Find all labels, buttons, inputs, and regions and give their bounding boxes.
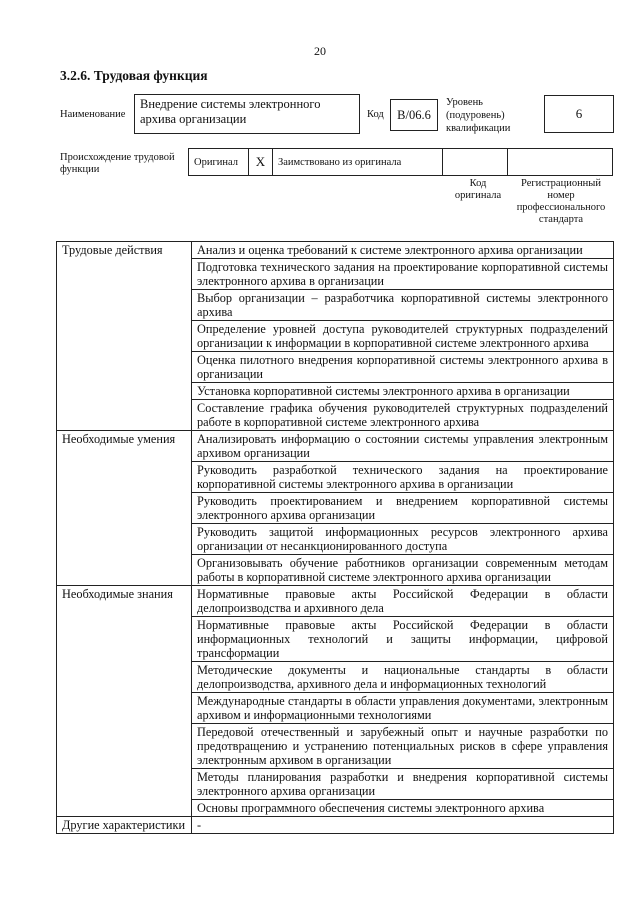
origin-mark-cell: X (249, 149, 273, 175)
origin-row (188, 148, 613, 176)
function-code-field: B/06.6 (390, 99, 438, 131)
section-item: - (192, 817, 614, 834)
function-details-table (56, 241, 614, 834)
section-heading: Другие характеристики (57, 817, 192, 834)
section-item: Нормативные правовые акты Российской Федерации в области делопроизводства и архивного дела (192, 586, 614, 617)
table-row (57, 817, 614, 834)
code-label: Код (367, 109, 384, 120)
origin-original-cell: Оригинал (189, 149, 249, 175)
section-heading: Необходимые знания (57, 586, 192, 817)
function-name-field: Внедрение системы электронного архива организации (134, 94, 360, 134)
section-heading: Необходимые умения (57, 431, 192, 586)
section-item: Методические документы и национальные стандарты в области делопроизводства, архивного дела и информационных технологий (192, 662, 614, 693)
origin-reg-number-cell (508, 149, 612, 175)
origin-code-cell (443, 149, 508, 175)
origin-borrowed-cell: Заимствовано из оригинала (273, 149, 443, 175)
origin-label: Происхождение трудовой функции (60, 152, 175, 175)
section-item: Оценка пилотного внедрения корпоративной системы электронного архива в организации (192, 352, 614, 383)
section-item: Составление графика обучения руководителей структурных подразделений работе в корпоративной системе электронного архива (192, 400, 614, 431)
code-original-caption: Код оригинала (454, 178, 502, 201)
section-item: Передовой отечественный и зарубежный опыт и научные разработки по предотвращению и устранению потенциальных рисков в сфере управления электронным архивом в организации (192, 724, 614, 769)
section-item: Руководить проектированием и внедрением корпоративной системы электронного архива организации (192, 493, 614, 524)
section-title: 3.2.6. Трудовая функция (60, 68, 208, 83)
table-row (57, 242, 614, 259)
section-item: Установка корпоративной системы электронного архива в организации (192, 383, 614, 400)
section-item: Руководить разработкой технического задания на проектирование корпоративной системы электронного архива в организации (192, 462, 614, 493)
section-item: Анализировать информацию о состоянии системы управления электронным архивом организации (192, 431, 614, 462)
section-item: Методы планирования разработки и внедрения корпоративной системы электронного архива организации (192, 769, 614, 800)
section-item: Международные стандарты в области управления документами, электронным архивом и информационными технологиями (192, 693, 614, 724)
page-number: 20 (314, 44, 326, 58)
section-item: Выбор организации – разработчика корпоративной системы электронного архива (192, 290, 614, 321)
section-item: Определение уровней доступа руководителей структурных подразделений организации к информации в корпоративной системе электронного архива (192, 321, 614, 352)
section-item: Подготовка технического задания на проектирование корпоративной системы электронного архива в организации (192, 259, 614, 290)
section-item: Организовывать обучение работников организации современным методам работы в корпоративной системе электронного архива организации (192, 555, 614, 586)
section-item: Нормативные правовые акты Российской Федерации в области информационных технологий и защиты информации, цифровой трансформации (192, 617, 614, 662)
section-item: Руководить защитой информационных ресурсов электронного архива организации от несанкционированного доступа (192, 524, 614, 555)
qualification-level-field: 6 (544, 95, 614, 133)
table-row (57, 586, 614, 617)
section-item: Основы программного обеспечения системы электронного архива (192, 800, 614, 817)
table-row (57, 431, 614, 462)
reg-number-caption: Регистрационный номер профессионального стандарта (516, 178, 606, 225)
qualification-level-label: Уровень (подуровень) квалификации (446, 97, 511, 134)
name-label: Наименование (60, 109, 126, 120)
section-heading: Трудовые действия (57, 242, 192, 431)
section-item: Анализ и оценка требований к системе электронного архива организации (192, 242, 614, 259)
